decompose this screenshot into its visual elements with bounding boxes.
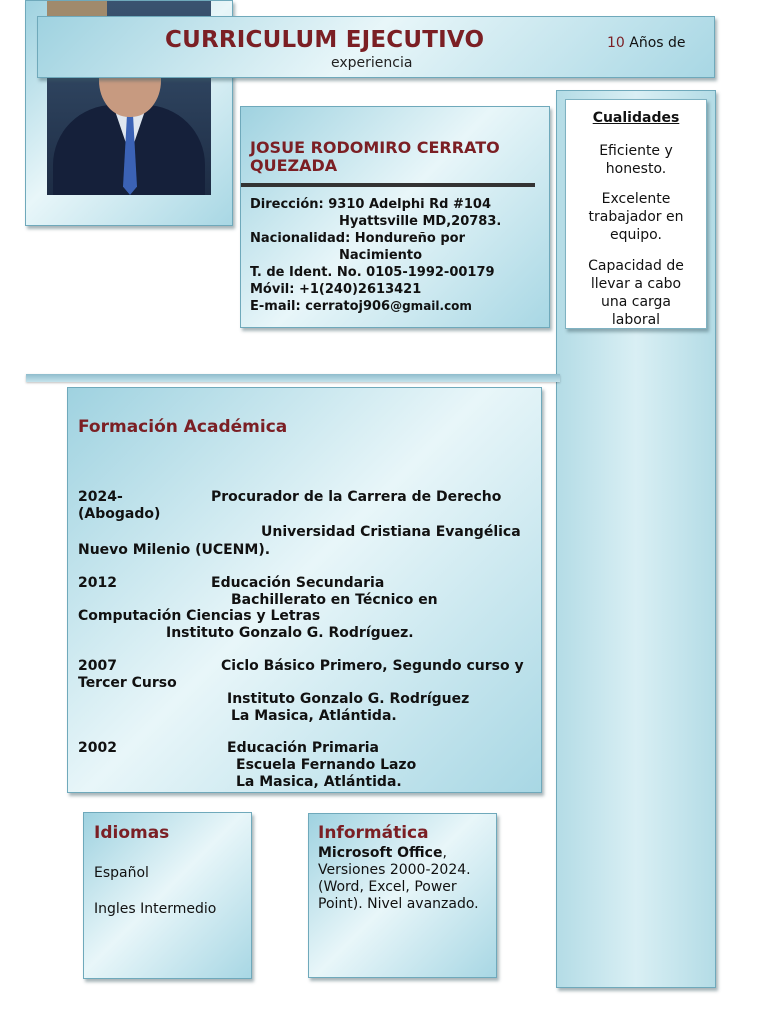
education-box: Formación Académica 2024- Procurador de la Carrera de Derecho (Abogado) Universidad Cristiana Evangélica Nuevo Milenio (UCENM). 2012 Educación Secundaria Bachillerato en Técnico en Computación Ciencias y Letras Instituto Gonzalo G. Rodríguez. 2007 Ciclo Básico Primero, Segundo curso y Tercer Curso Instituto Gonzalo G. Rodríguez La Masica, Atlántida. 2002 Educación Primaria Escuela Fernando Lazo La Masica, Atlántida. [67,387,542,793]
mobile: Móvil: +1(240)2613421 [250,282,422,297]
computing-title: Informática [318,823,429,843]
contact-info: Dirección: 9310 Adelphi Rd #104 Hyattsville MD,20783. Nacionalidad: Hondureño por Nacimiento T. de Ident. No. 0105-1992-00179 Móvil: +1(240)2613421 E-mail: cerratoj906@gmail.com [250,197,502,314]
address: Dirección: 9310 Adelphi Rd #104 [250,197,492,212]
languages-box [83,812,252,979]
edu-institution: Instituto Gonzalo G. Rodríguez [227,691,470,707]
header-banner [37,16,715,78]
qualities-title: Cualidades [592,110,680,126]
language-item: Ingles Intermedio [94,901,217,917]
edu-place: La Masica, Atlántida. [231,708,397,724]
education-title: Formación Académica [78,417,288,437]
computing-box [308,813,497,978]
edu-year: 2007 [78,658,117,674]
quality-item: Eficiente y honesto. [599,143,673,177]
profile-box [240,106,550,328]
edu-degree: Procurador de la Carrera de Derecho [211,489,502,505]
edu-institution: Escuela Fernando Lazo [236,757,417,773]
languages-title: Idiomas [94,823,170,843]
full-name: JOSUE RODOMIRO CERRATO QUEZADA [250,138,500,175]
header-subtitle: experiencia [331,55,413,71]
quality-item: Capacidad de llevar a cabo una carga laboral [588,258,684,328]
edu-degree: Educación Secundaria [211,575,385,591]
quality-item: Excelente trabajador en equipo. [588,191,684,243]
nationality: Nacionalidad: Hondureño por [250,231,466,246]
years-experience: 10 Años de [607,35,686,51]
edu-year: 2012 [78,575,117,591]
section-divider [26,374,560,382]
edu-year: 2024- [78,489,123,505]
edu-institution: Instituto Gonzalo G. Rodríguez. [166,625,414,641]
language-item: Español [94,865,149,881]
id-number: T. de Ident. No. 0105-1992-00179 [250,265,495,280]
page-title: CURRICULUM EJECUTIVO [165,27,485,53]
email: E-mail: cerratoj906@gmail.com [250,299,472,314]
name-divider [241,183,535,187]
qualities-box [565,99,707,329]
edu-degree: Ciclo Básico Primero, Segundo curso y [221,658,524,674]
edu-degree: Educación Primaria [227,740,380,756]
edu-place: La Masica, Atlántida. [236,774,402,790]
edu-year: 2002 [78,740,117,756]
edu-institution: Universidad Cristiana Evangélica [261,524,521,540]
computing-text: Microsoft Office, Versiones 2000-2024. (Word, Excel, Power Point). Nivel avanzado. [318,845,479,912]
